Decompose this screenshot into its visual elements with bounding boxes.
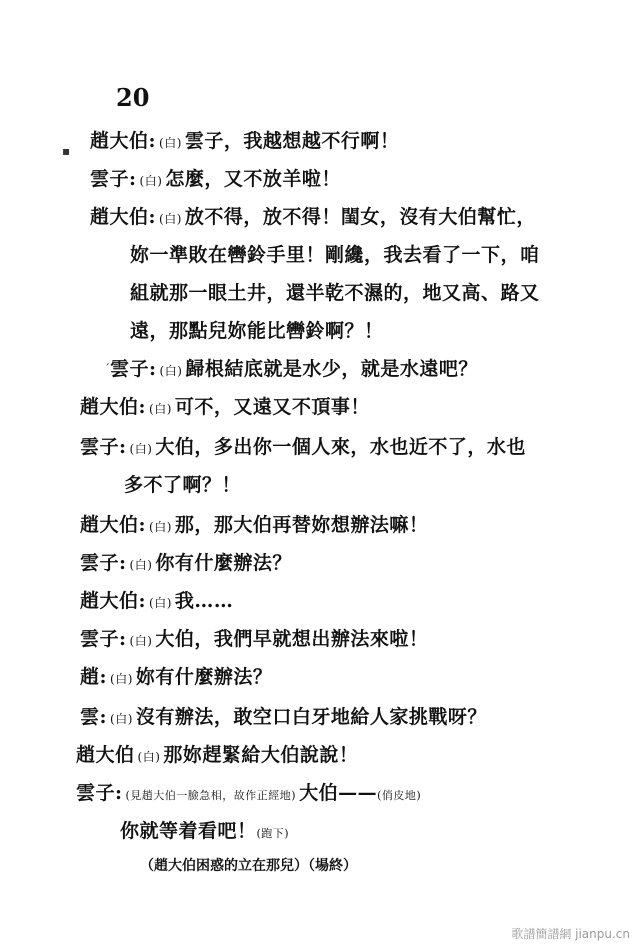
speech-mode: (白) [159, 136, 182, 150]
speaker-name: 雲子: [80, 628, 127, 650]
line-text: 那妳趕緊給大伯說說！ [163, 744, 359, 766]
speaker-name: 雲子: [80, 436, 127, 458]
stage-direction: (俏皮地) [377, 789, 422, 802]
stage-direction: (見趙大伯一臉急相，故作正經地) [125, 789, 297, 802]
speech-mode: (白) [149, 596, 172, 610]
dialogue-line [76, 742, 358, 770]
speech-mode: (白) [129, 558, 153, 572]
dialogue-line [80, 588, 233, 616]
speech-mode: (白) [149, 402, 172, 416]
line-text: 放不得，放不得！閨女，沒有大伯幫忙， [184, 206, 536, 228]
speech-mode: (白) [139, 174, 163, 188]
speaker-name: 趙大伯: [80, 396, 147, 418]
speaker-name: 趙大伯: [90, 130, 157, 152]
speaker-name: 雲子: [76, 782, 123, 804]
dialogue-line [80, 512, 428, 540]
dialogue-line [80, 704, 487, 732]
dialogue-line [90, 128, 399, 156]
dialogue-line [110, 356, 478, 384]
speech-mode: (白) [110, 712, 133, 726]
line-text: 可不，又遠又不頂事！ [174, 396, 370, 418]
line-text: 你就等着看吧！ [120, 820, 257, 842]
speaker-name: 趙大伯: [80, 590, 147, 612]
line-text: 怎麼，又不放羊啦！ [165, 168, 341, 190]
line-text: 組就那一眼土井，還半乾不濕的，地又高、路又 [130, 282, 540, 304]
stage-direction: (跑下) [256, 827, 290, 840]
line-text: 大伯，我們早就想出辦法來啦！ [155, 628, 429, 650]
dialogue-line [76, 780, 421, 809]
dialogue-continuation [124, 472, 241, 498]
line-text: 你有什麼辦法？ [155, 552, 292, 574]
page-number: 20 [116, 83, 150, 112]
speech-mode: (白) [149, 520, 172, 534]
line-text: 沒有辦法，敢空口白牙地給人家挑戰呀？ [135, 706, 487, 728]
dialogue-line [80, 434, 526, 462]
speaker-name: 雲子: [110, 358, 157, 380]
speaker-name: 趙: [80, 666, 108, 688]
line-text: 那，那大伯再替妳想辦法嘛！ [174, 514, 429, 536]
margin-mark: ˊ [104, 362, 110, 376]
speaker-name: 雲子: [90, 168, 137, 190]
line-text: 歸根結底就是水少，就是水遠吧？ [185, 358, 478, 380]
margin-mark: ▪ [62, 144, 71, 158]
speech-mode: (白) [129, 442, 153, 456]
dialogue-line [80, 664, 272, 692]
dialogue-continuation [130, 280, 540, 306]
speaker-name: 趙大伯: [80, 514, 147, 536]
dialogue-line [80, 394, 370, 422]
watermark: 歌譜簡譜網 jianpu.cn [511, 927, 630, 941]
line-text: 大伯—— [299, 782, 378, 804]
line-text: 遠，那點兒妳能比轡鈴啊？！ [130, 320, 384, 342]
speech-mode: (白) [159, 364, 183, 378]
speech-mode: (白) [110, 672, 133, 686]
line-text: 我…… [174, 590, 234, 612]
dialogue-continuation [120, 818, 289, 847]
line-text: 雲子，我越想越不行啊！ [184, 130, 400, 152]
dialogue-continuation [130, 242, 540, 268]
speech-mode: (白) [129, 634, 153, 648]
speaker-name: 趙大伯 [76, 744, 135, 766]
dialogue-line [80, 626, 428, 654]
dialogue-continuation [130, 318, 384, 344]
dialogue-line [90, 204, 536, 232]
line-text: 大伯，多出你一個人來，水也近不了，水也 [155, 436, 526, 458]
speaker-name: 雲子: [80, 552, 127, 574]
line-text: 妳一準敗在轡鈴手里！剛纔，我去看了一下，咱 [130, 244, 540, 266]
dialogue-line [80, 550, 292, 578]
line-text: 多不了啊？！ [124, 474, 242, 496]
speaker-name: 雲: [80, 706, 108, 728]
speech-mode: (白) [137, 750, 161, 764]
speaker-name: 趙大伯: [90, 206, 157, 228]
speech-mode: (白) [159, 212, 182, 226]
dialogue-line [90, 166, 341, 194]
line-text: 妳有什麼辦法？ [135, 666, 273, 688]
scene-end-direction: （趙大伯困惑的立在那兒）（場終） [140, 858, 357, 874]
